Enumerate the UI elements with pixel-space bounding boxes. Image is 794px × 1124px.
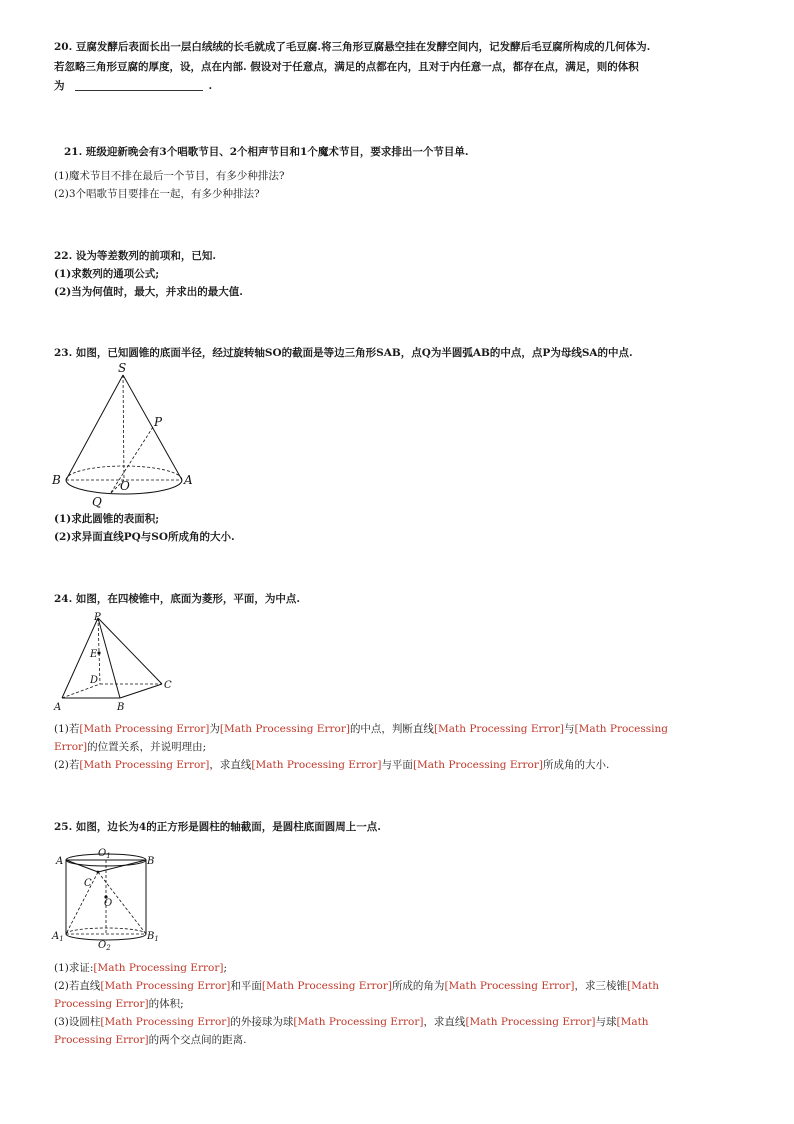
q24-p1-text-c: 的中点，判断直线: [349, 723, 434, 735]
label-o1-main: O: [98, 848, 107, 859]
label-p: P: [94, 612, 101, 623]
label-b: B: [147, 856, 155, 867]
q25-p2-text-e: 的体积;: [148, 998, 184, 1010]
q25-part1: [54, 961, 227, 975]
q24-p2-text-d: 所成角的大小.: [542, 759, 610, 771]
math-error: [Math Processing Error]: [412, 759, 543, 771]
q22-part2: (2)当为何值时，最大，并求出的最大值.: [54, 286, 243, 298]
q24-title: 24. 如图，在四棱锥中，底面为菱形，平面，为中点.: [54, 593, 301, 605]
q25-p1-text-a: (1)求证:: [54, 962, 94, 974]
pyramid-edge-pd: [98, 618, 100, 684]
q25-part3-line1: [54, 1015, 649, 1029]
q23-part1: (1)求此圆锥的表面积;: [54, 513, 160, 525]
label-b1-main: B: [147, 931, 155, 942]
q25-p1-text-b: ;: [223, 962, 227, 974]
q24-part1-line1: [54, 722, 668, 736]
q25-part3-line2: [54, 1033, 246, 1047]
segment-ca1: [66, 872, 98, 934]
q24-p1-text-d: 与: [563, 723, 575, 735]
q25-p2-text-d: ，求三棱锥: [574, 980, 627, 992]
pyramid-edge-bc: [120, 684, 162, 698]
q24-p2-text-c: 与平面: [381, 759, 413, 771]
math-error: [Math Processing Error]: [93, 962, 224, 974]
segment-pq: [110, 427, 153, 494]
label-a1: [51, 931, 64, 943]
answer-blank[interactable]: [75, 79, 203, 91]
label-b: B: [117, 702, 125, 713]
label-d: D: [90, 675, 99, 686]
label-o: O: [120, 479, 130, 493]
math-error: [Math Processing Error]: [433, 723, 564, 735]
q25-part2-line2: [54, 997, 184, 1011]
q20-line2: 若忽略三角形豆腐的厚度，设，点在内部. 假设对于任意点，满足的点都在内，且对于内任意一点，都存在点，满足，则的体积: [54, 61, 639, 73]
label-c: C: [164, 680, 172, 691]
math-error: [Math: [616, 1016, 649, 1028]
q23-part2: (2)求异面直线PQ与SO所成角的大小.: [54, 531, 235, 543]
q25-p3-text-c: ，求直线: [423, 1016, 466, 1028]
q22-title: 22. 设为等差数列的前项和，已知.: [54, 250, 217, 262]
q24-part1-line2: [54, 740, 206, 754]
math-error: [Math: [626, 980, 660, 992]
label-o: O: [104, 898, 113, 909]
label-b: B: [52, 473, 61, 487]
q25-part2-line1: [54, 979, 659, 993]
q20-line3-prefix: 为: [54, 80, 65, 92]
q21-title: 21. 班级迎新晚会有3个唱歌节目、2个相声节目和1个魔术节目，要求排出一个节目单.: [64, 146, 469, 158]
cylinder-figure: [50, 844, 165, 952]
math-error: [Math Processing Error]: [251, 759, 382, 771]
q25-p2-text-c: 所成的角为: [391, 980, 445, 992]
point-c: [97, 871, 100, 874]
cone-figure: [50, 360, 200, 510]
q24-part2: [54, 758, 609, 772]
q20-line3-suffix: .: [208, 80, 213, 92]
math-error: [Math Processing Error]: [219, 723, 350, 735]
math-error: [Math Processing Error]: [444, 980, 575, 992]
q24-p1-text-b: 为: [209, 723, 220, 735]
pyramid-figure: [52, 612, 182, 712]
label-e: E: [90, 649, 98, 660]
label-q: Q: [92, 495, 102, 509]
label-p: P: [154, 415, 163, 429]
q25-p3-text-a: (3)设圆柱: [54, 1016, 101, 1028]
label-b1-sub: 1: [154, 935, 159, 943]
q24-p2-text-a: (2)若: [54, 759, 80, 771]
math-error: [Math Processing Error]: [465, 1016, 596, 1028]
segment-so: [123, 375, 124, 480]
q22-part1: (1)求数列的通项公式;: [54, 268, 160, 280]
label-o2-main: O: [98, 940, 107, 951]
q25-p3-text-e: 的两个交点间的距离.: [148, 1034, 247, 1046]
math-error: [Math Processing Error]: [293, 1016, 424, 1028]
q23-title: 23. 如图，已知圆锥的底面半径，经过旋转轴SO的截面是等边三角形SAB，点Q为半圆弧AB的中点，点P为母线SA的中点.: [54, 347, 633, 359]
cone-edge-sb: [66, 375, 123, 480]
q25-p2-text-a: (2)若直线: [54, 980, 101, 992]
math-error: Processing Error]: [54, 998, 149, 1010]
q25-p2-text-b: 和平面: [230, 980, 262, 992]
label-a: A: [56, 856, 64, 867]
q24-p2-text-b: ，求直线: [209, 759, 252, 771]
label-a1-main: A: [52, 931, 60, 942]
math-error: [Math Processing: [574, 723, 669, 735]
q20-line3: [54, 79, 212, 93]
label-a1-sub: 1: [59, 935, 64, 943]
label-a: A: [184, 473, 193, 487]
pyramid-edge-pc: [98, 618, 162, 684]
math-error: Processing Error]: [54, 1034, 149, 1046]
math-error: [Math Processing Error]: [79, 759, 210, 771]
label-c: C: [84, 878, 92, 889]
label-a: A: [54, 702, 62, 713]
q24-p1-text-e: 的位置关系，并说明理由;: [87, 741, 207, 753]
q25-title: 25. 如图，边长为4的正方形是圆柱的轴截面，是圆柱底面圆周上一点.: [54, 821, 381, 833]
q24-p1-text-a: (1)若: [54, 723, 80, 735]
label-o2: [98, 940, 111, 952]
q21-part1: (1)魔术节目不排在最后一个节目，有多少种排法?: [54, 170, 285, 182]
label-o1-sub: 1: [106, 852, 111, 860]
q20-line1: 20. 豆腐发酵后表面长出一层白绒绒的长毛就成了毛豆腐.将三角形豆腐悬空挂在发酵空间内，记发酵后毛豆腐所构成的几何体为.: [54, 41, 651, 53]
q25-p3-text-b: 的外接球为球: [230, 1016, 294, 1028]
label-o2-sub: 2: [106, 944, 111, 952]
math-error: [Math Processing Error]: [100, 1016, 231, 1028]
math-error: [Math Processing Error]: [100, 980, 231, 992]
point-e: [97, 651, 100, 654]
math-error: [Math Processing Error]: [261, 980, 392, 992]
math-error: Error]: [54, 741, 88, 753]
q21-part2: (2)3个唱歌节目要排在一起，有多少种排法?: [54, 188, 260, 200]
q25-p3-text-d: 与球: [595, 1016, 617, 1028]
label-o1: [98, 848, 111, 860]
label-s: S: [118, 361, 127, 375]
label-b1: [146, 931, 159, 943]
math-error: [Math Processing Error]: [79, 723, 210, 735]
